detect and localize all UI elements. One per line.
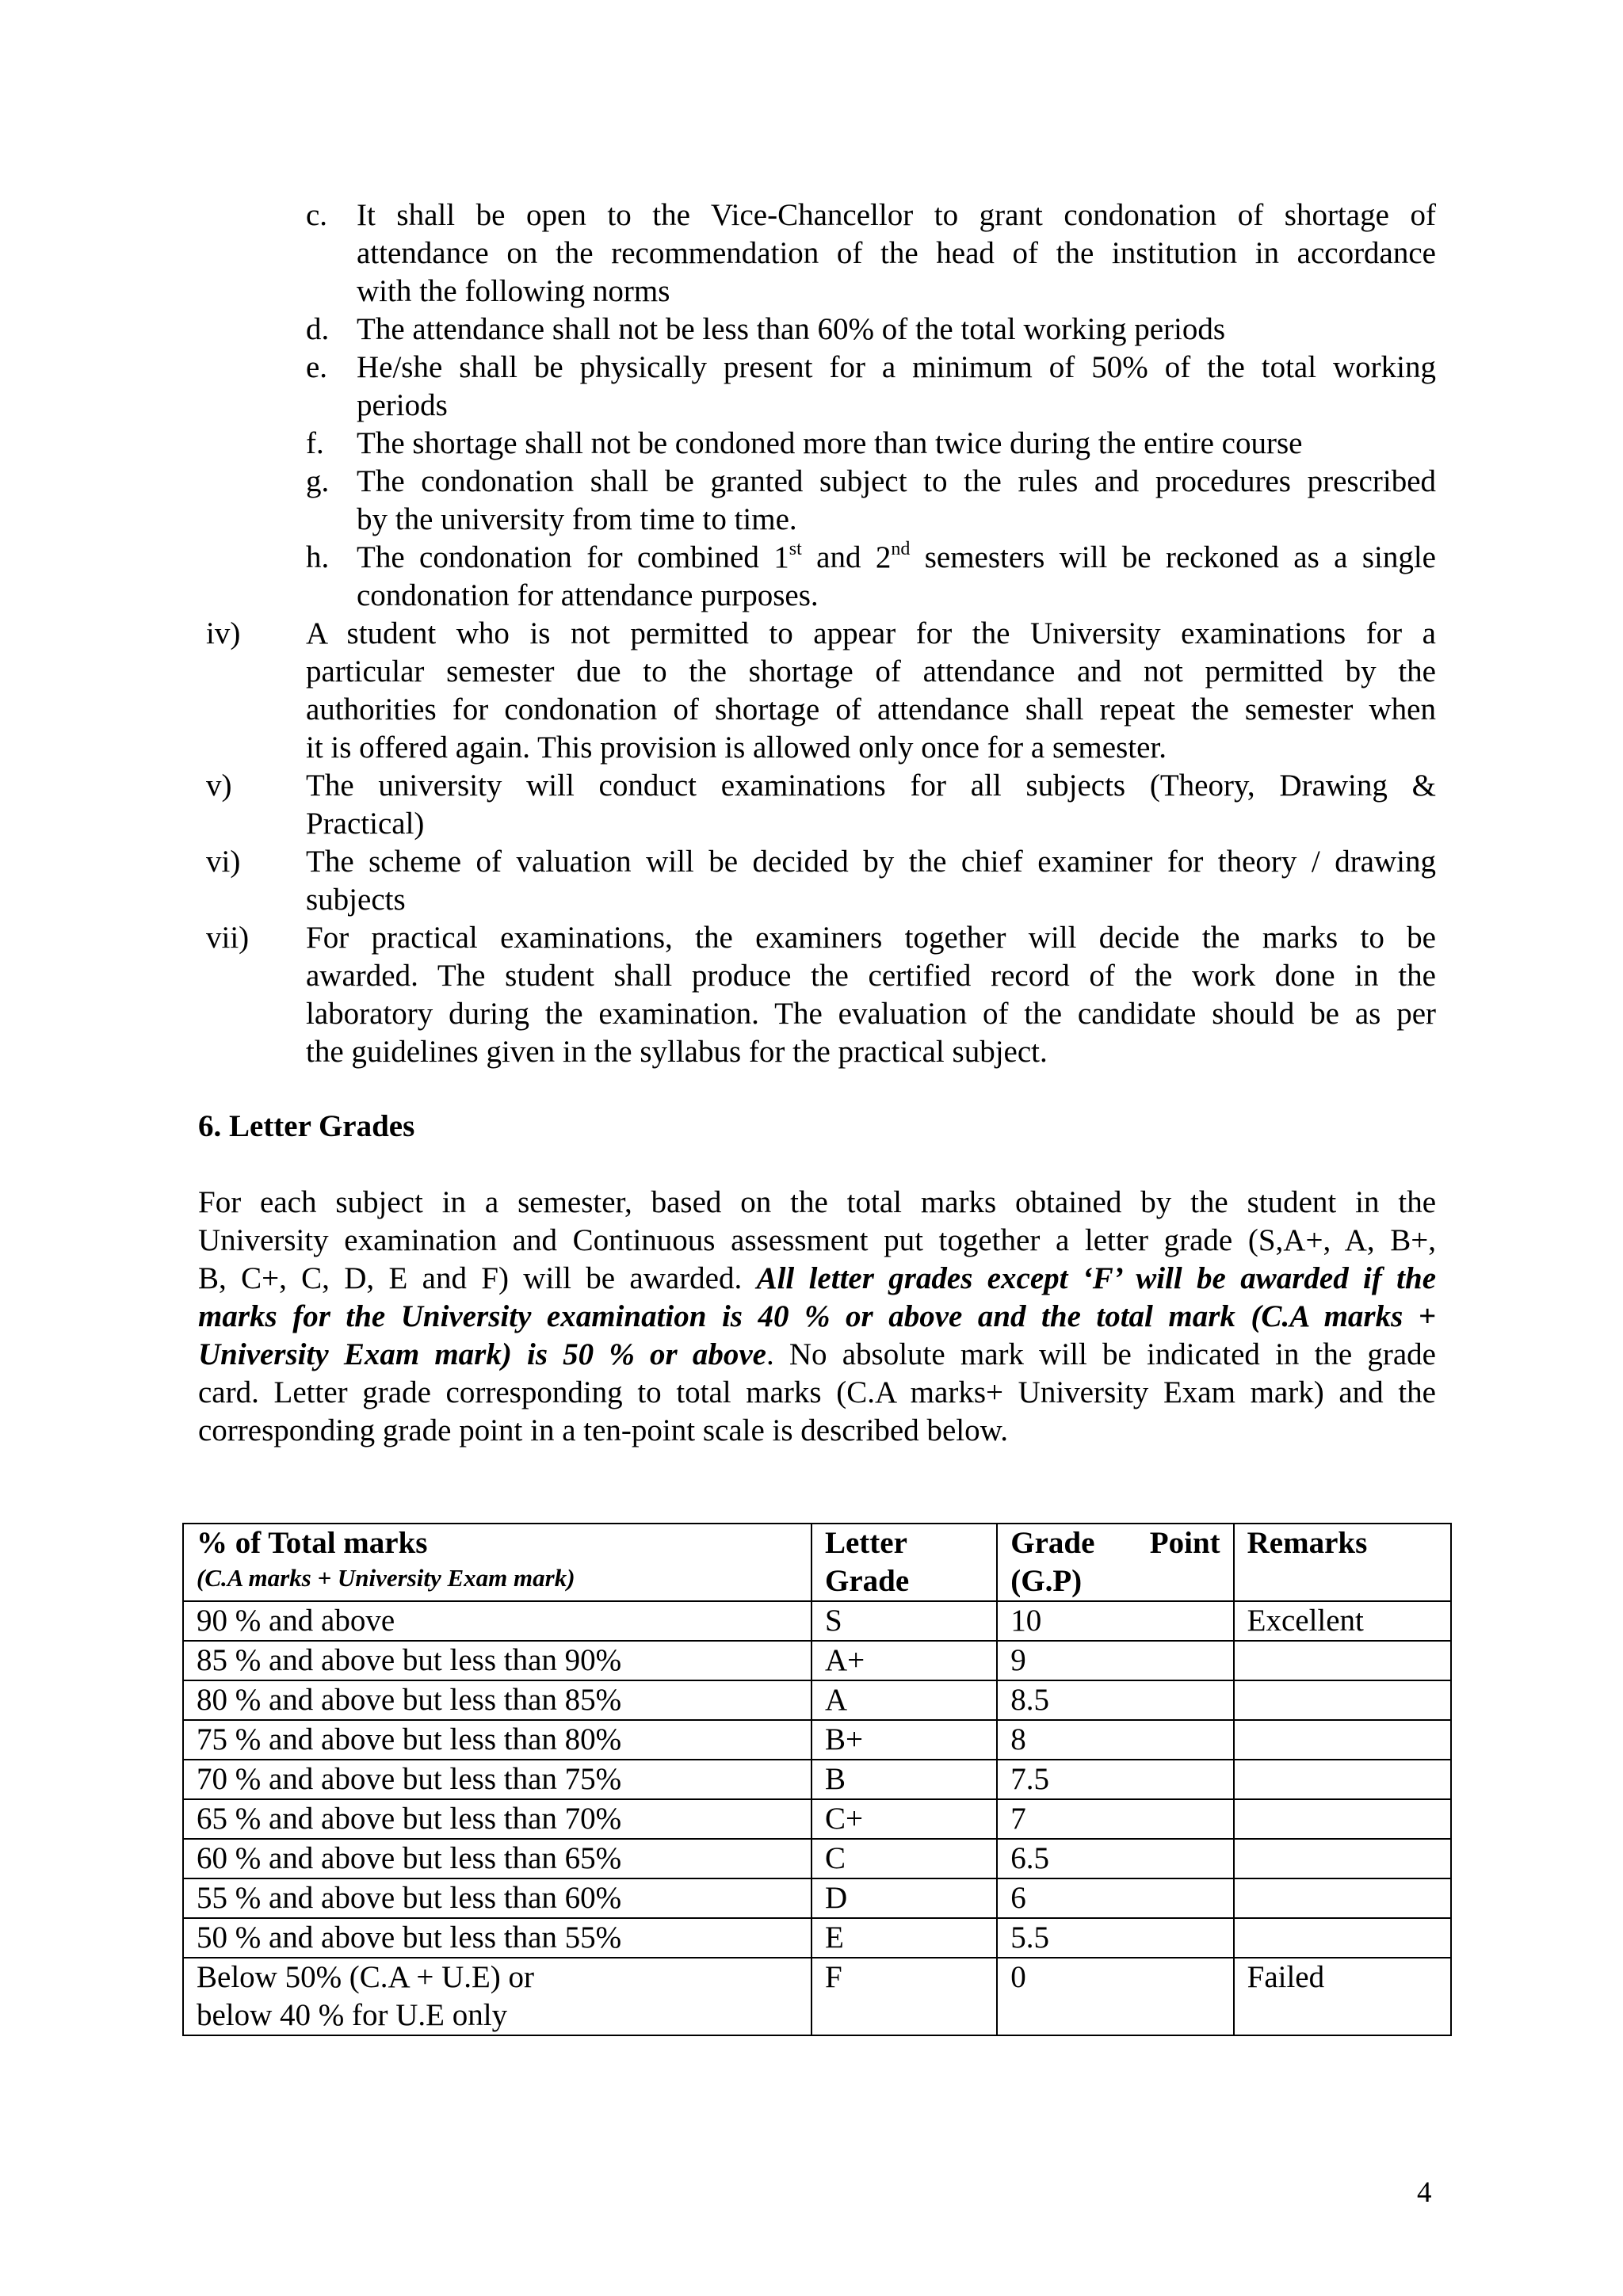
item-text-line: by the university from time to time. <box>357 502 797 536</box>
paragraph-line: corresponding grade point in a ten-point scale is described below. <box>198 1413 1008 1447</box>
item-text-line: awarded. The student shall produce the certified record of the work done in the <box>306 959 1436 993</box>
cell-range: 50 % and above but less than 55% <box>183 1918 812 1958</box>
list-item-e <box>306 349 1436 425</box>
item-label: h. <box>306 540 330 574</box>
list-item-h <box>306 539 1436 615</box>
page-number: 4 <box>1417 2176 1432 2209</box>
cell-range: Below 50% (C.A + U.E) or below 40 % for U.E only <box>183 1958 812 2035</box>
cell-gp: 9 <box>997 1641 1233 1680</box>
section-paragraph <box>198 1184 1436 1450</box>
header-letter-grade: Letter Grade <box>812 1524 997 1601</box>
cell-range: 70 % and above but less than 75% <box>183 1760 812 1799</box>
item-text-line: Practical) <box>306 807 425 841</box>
item-label: vi) <box>206 845 241 879</box>
cell-grade: D <box>812 1878 997 1918</box>
cell-remarks <box>1234 1918 1451 1958</box>
list-item-vi <box>206 843 1436 919</box>
cell-remarks: Failed <box>1234 1958 1451 2035</box>
cell-range: 80 % and above but less than 85% <box>183 1680 812 1720</box>
header-remarks: Remarks <box>1234 1524 1451 1601</box>
cell-grade: S <box>812 1601 997 1641</box>
table-row <box>183 1918 1451 1958</box>
cell-remarks <box>1234 1720 1451 1760</box>
table-header-row <box>183 1524 1451 1601</box>
cell-gp: 6.5 <box>997 1839 1233 1878</box>
cell-grade: E <box>812 1918 997 1958</box>
cell-grade: A <box>812 1680 997 1720</box>
item-text-line: The shortage shall not be condoned more than twice during the entire course <box>357 426 1303 460</box>
item-text-line: particular semester due to the shortage of attendance and not permitted by the <box>306 654 1436 688</box>
item-text-line: attendance on the recommendation of the head of the institution in accordance <box>357 236 1436 270</box>
cell-range: 85 % and above but less than 90% <box>183 1641 812 1680</box>
cell-remarks <box>1234 1760 1451 1799</box>
cell-gp: 6 <box>997 1878 1233 1918</box>
item-text-line: A student who is not permitted to appear for the University examinations for a <box>306 616 1436 650</box>
table-row <box>183 1601 1451 1641</box>
list-item-f <box>306 425 1436 463</box>
item-label: d. <box>306 312 330 346</box>
cell-range: 75 % and above but less than 80% <box>183 1720 812 1760</box>
paragraph-line: B, C+, C, D, E and F) will be awarded. All letter grades except ‘F’ will be awarded if the <box>198 1261 1436 1295</box>
table-row-failed <box>183 1958 1451 2035</box>
cell-remarks: Excellent <box>1234 1601 1451 1641</box>
cell-remarks <box>1234 1641 1451 1680</box>
header-total-marks: % of Total marks (C.A marks + University Exam mark) <box>183 1524 812 1601</box>
list-item-d <box>306 311 1436 349</box>
list-item-g <box>306 463 1436 539</box>
grades-table <box>182 1523 1452 2036</box>
list-item-c <box>306 196 1436 311</box>
cell-grade: A+ <box>812 1641 997 1680</box>
item-label: c. <box>306 198 328 232</box>
item-text-line: The attendance shall not be less than 60% of the total working periods <box>357 312 1226 346</box>
header-grade-point: Grade Point (G.P) <box>997 1524 1233 1601</box>
cell-grade: B+ <box>812 1720 997 1760</box>
list-item-v <box>206 767 1436 843</box>
list-item-iv <box>206 615 1436 767</box>
cell-gp: 7.5 <box>997 1760 1233 1799</box>
table-row <box>183 1799 1451 1839</box>
cell-gp: 7 <box>997 1799 1233 1839</box>
item-label: v) <box>206 769 232 803</box>
table-row <box>183 1878 1451 1918</box>
table-row <box>183 1760 1451 1799</box>
item-text-line: It shall be open to the Vice-Chancellor to grant condonation of shortage of <box>357 198 1436 232</box>
item-label: vii) <box>206 921 250 955</box>
item-text-line: subjects <box>306 883 406 917</box>
cell-grade: F <box>812 1958 997 2035</box>
cell-gp: 5.5 <box>997 1918 1233 1958</box>
item-text-line: periods <box>357 388 448 422</box>
cell-gp: 8 <box>997 1720 1233 1760</box>
item-text-line: with the following norms <box>357 274 670 308</box>
item-text-line: The university will conduct examinations for all subjects (Theory, Drawing & <box>306 769 1436 803</box>
cell-gp: 10 <box>997 1601 1233 1641</box>
item-label: f. <box>306 426 324 460</box>
item-text-line: The scheme of valuation will be decided by the chief examiner for theory / drawing <box>306 845 1436 879</box>
cell-range: 55 % and above but less than 60% <box>183 1878 812 1918</box>
item-text-line: it is offered again. This provision is allowed only once for a semester. <box>306 730 1167 765</box>
paragraph-line: University Exam mark) is 50 % or above. No absolute mark will be indicated in the grade <box>198 1337 1436 1371</box>
item-label: iv) <box>206 616 241 650</box>
cell-remarks <box>1234 1878 1451 1918</box>
cell-remarks <box>1234 1839 1451 1878</box>
cell-gp: 8.5 <box>997 1680 1233 1720</box>
table-row <box>183 1720 1451 1760</box>
item-label: g. <box>306 464 330 498</box>
cell-remarks <box>1234 1799 1451 1839</box>
item-label: e. <box>306 350 328 384</box>
item-text-line: The condonation shall be granted subject to the rules and procedures prescribed <box>357 464 1436 498</box>
paragraph-line: card. Letter grade corresponding to total marks (C.A marks+ University Exam mark) and the <box>198 1375 1436 1409</box>
cell-range: 90 % and above <box>183 1601 812 1641</box>
cell-gp: 0 <box>997 1958 1233 2035</box>
cell-grade: B <box>812 1760 997 1799</box>
cell-grade: C <box>812 1839 997 1878</box>
paragraph-line: University examination and Continuous assessment put together a letter grade (S,A+, A, B+, <box>198 1223 1436 1257</box>
item-text-line: authorities for condonation of shortage of attendance shall repeat the semester when <box>306 692 1436 727</box>
table-row <box>183 1839 1451 1878</box>
item-text-line: He/she shall be physically present for a minimum of 50% of the total working <box>357 350 1436 384</box>
section-heading: 6. Letter Grades <box>198 1109 415 1143</box>
item-text-line: the guidelines given in the syllabus for the practical subject. <box>306 1035 1048 1069</box>
item-text-line: For practical examinations, the examiners together will decide the marks to be <box>306 921 1436 955</box>
table-row <box>183 1641 1451 1680</box>
cell-range: 65 % and above but less than 70% <box>183 1799 812 1839</box>
cell-remarks <box>1234 1680 1451 1720</box>
cell-grade: C+ <box>812 1799 997 1839</box>
item-text-line: condonation for attendance purposes. <box>357 578 819 612</box>
table-row <box>183 1680 1451 1720</box>
list-item-vii <box>206 919 1436 1071</box>
item-text-line: laboratory during the examination. The evaluation of the candidate should be as per <box>306 997 1436 1031</box>
item-text-line: The condonation for combined 1st and 2nd semesters will be reckoned as a single <box>357 539 1436 574</box>
paragraph-line: For each subject in a semester, based on the total marks obtained by the student in the <box>198 1185 1436 1219</box>
paragraph-line: marks for the University examination is 40 % or above and the total mark (C.A marks + <box>198 1299 1436 1333</box>
cell-range: 60 % and above but less than 65% <box>183 1839 812 1878</box>
